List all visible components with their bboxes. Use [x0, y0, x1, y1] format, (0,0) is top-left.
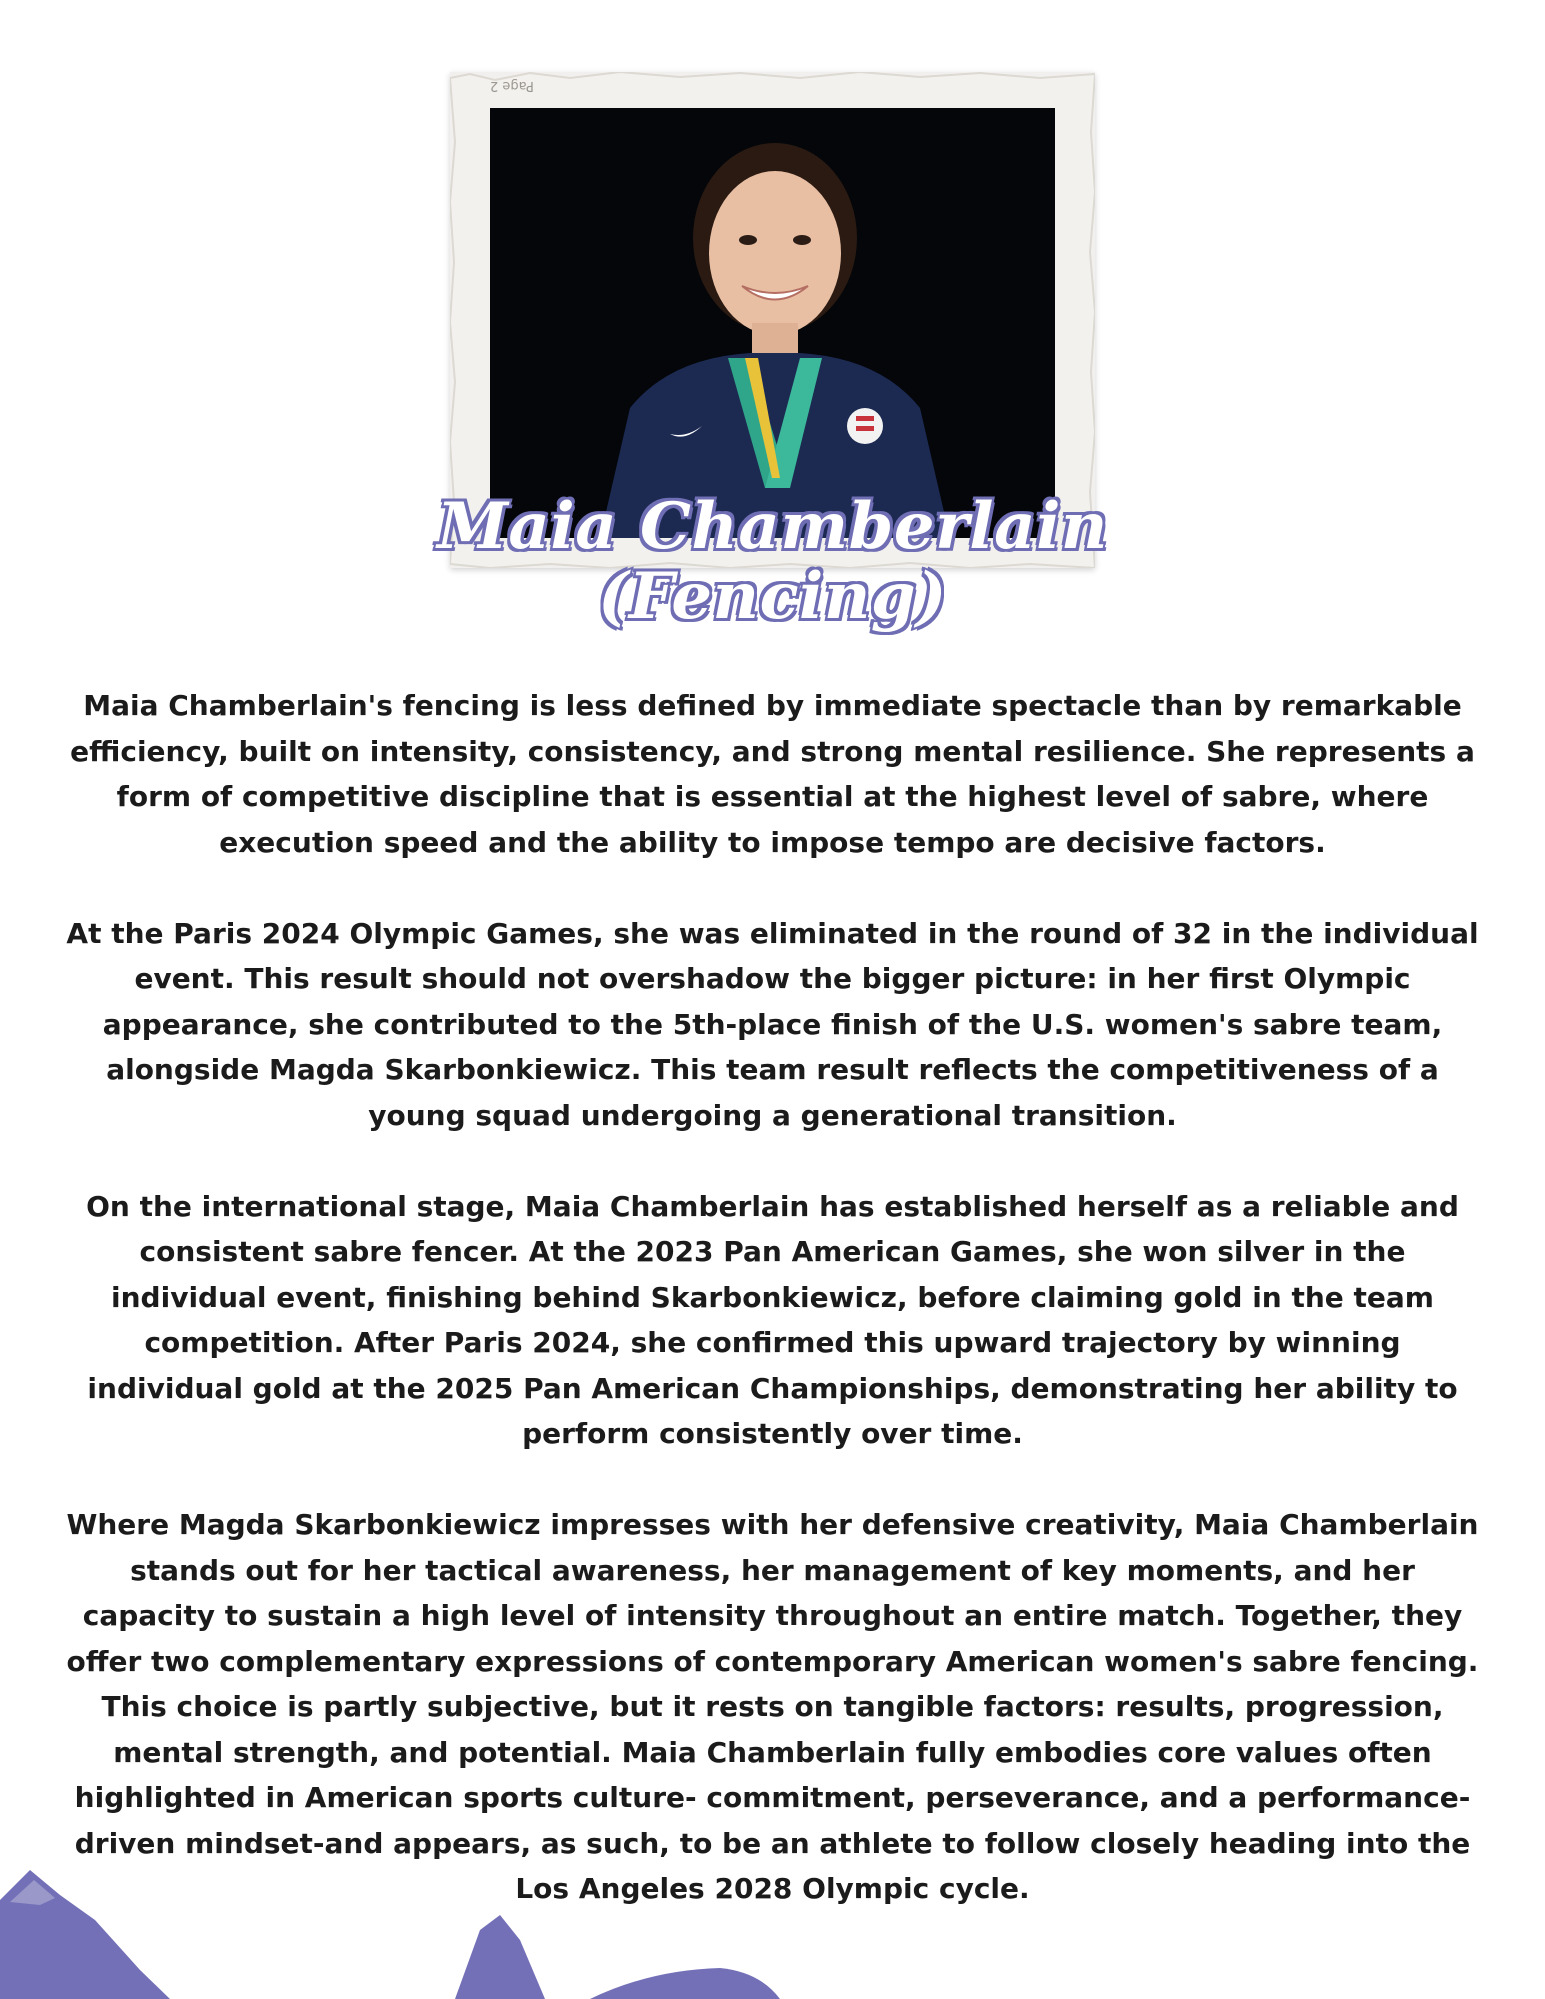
decorative-mountains [0, 1860, 1545, 1999]
page-title [0, 489, 1545, 634]
paragraph: On the international stage, Maia Chamberlain has established herself as a reliable and consistent sabre fencer. At the 2023 Pan American Games, she won silver in the individual event, finishing behind Skarbonkiewicz, before claiming gold in the team competition. After Paris 2024, she confirmed this upward trajectory by winning individual gold at the 2025 Pan American Championships, demonstrating her ability to perform consistently over time. [86, 1189, 1459, 1450]
title-line-name: Maia Chamberlain [437, 489, 1108, 564]
paragraph: Where Magda Skarbonkiewicz impresses with her defensive creativity, Maia Chamberlain stands out for her tactical awareness, her management of key moments, and her capacity to sustain a high level of intensity throughout an entire match. Together, they offer two complementary expressions of contemporary American women's sabre fencing. This choice is partly subjective, but it rests on tangible factors: results, progression, mental strength, and potential. Maia Chamberlain fully embodies core values often highlighted in American sports culture- commitment, perseverance, and a performance-driven mindset-and appears, as such, to be an athlete to follow closely heading into the Los Angeles 2028 Olympic cycle. [66, 1508, 1479, 1905]
article-body [62, 683, 1483, 1957]
page-stamp: Page 2 [490, 78, 534, 93]
athlete-portrait-illustration [490, 108, 1055, 538]
athlete-photo [490, 108, 1055, 538]
title-line-sport: (Fencing) [598, 559, 947, 634]
paragraph: At the Paris 2024 Olympic Games, she was eliminated in the round of 32 in the individual event. This result should not overshadow the bigger picture: in her first Olympic appearance, she contributed to the 5th-place finish of the U.S. women's sabre team, alongside Magda Skarbonkiewicz. This team result reflects the competitiveness of a young squad undergoing a generational transition. [66, 916, 1479, 1132]
paragraph: Maia Chamberlain's fencing is less defined by immediate spectacle than by remarkable efficiency, built on intensity, consistency, and strong mental resilience. She represents a form of competitive discipline that is essential at the highest level of sabre, where execution speed and the ability to impose tempo are decisive factors. [70, 689, 1475, 859]
